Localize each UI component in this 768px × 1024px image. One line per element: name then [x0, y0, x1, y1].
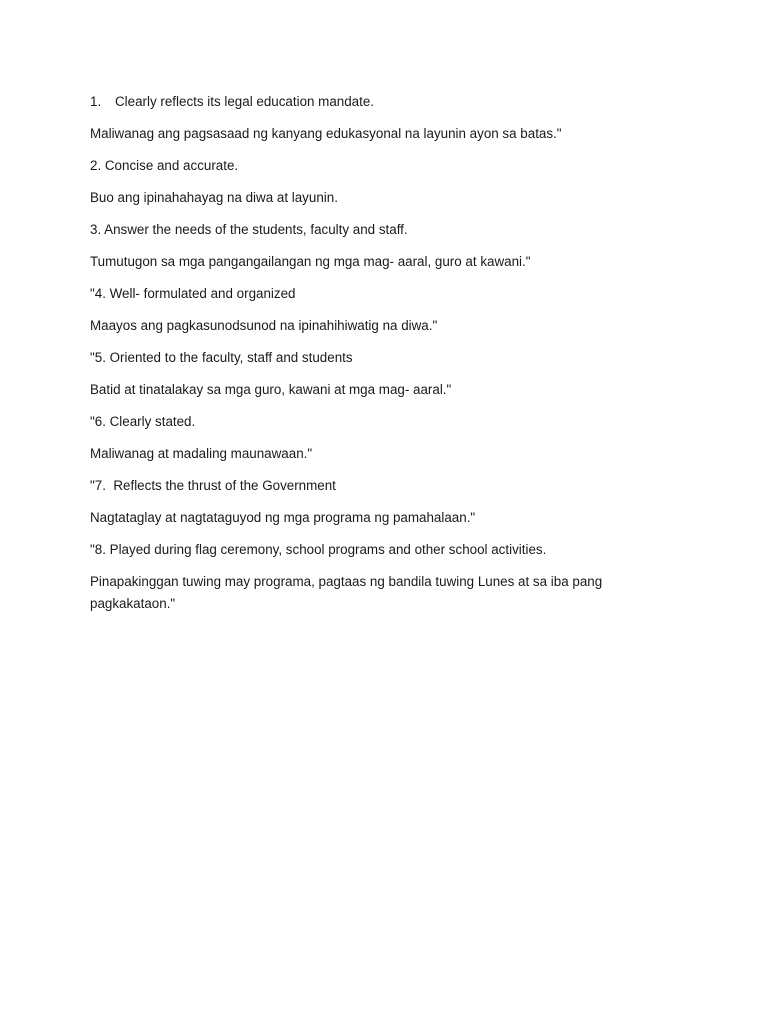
item-1-number: 1. — [90, 94, 102, 109]
item-5: "5. Oriented to the faculty, staff and students — [90, 350, 353, 365]
item-1-text: Clearly reflects its legal education mandate. — [115, 94, 375, 109]
paragraph-2-tagalog: Buo ang ipinahahayag na diwa at layunin. — [90, 190, 338, 205]
paragraph-1-tagalog: Maliwanag ang pagsasaad ng kanyang edukasyonal na layunin ayon sa batas." — [90, 126, 562, 141]
paragraph-3-tagalog: Tumutugon sa mga pangangailangan ng mga mag- aaral, guro at kawani." — [90, 254, 531, 269]
item-3: 3. Answer the needs of the students, faculty and staff. — [90, 222, 408, 237]
item-1 — [90, 91, 630, 113]
paragraph-5-tagalog: Batid at tinatalakay sa mga guro, kawani at mga mag- aaral." — [90, 382, 452, 397]
paragraph-7-tagalog: Nagtataglay at nagtataguyod ng mga programa ng pamahalaan." — [90, 510, 476, 525]
item-4: "4. Well- formulated and organized — [90, 286, 296, 301]
item-6: "6. Clearly stated. — [90, 414, 196, 429]
item-8: "8. Played during flag ceremony, school programs and other school activities. — [90, 542, 547, 557]
item-2: 2. Concise and accurate. — [90, 158, 239, 173]
paragraph-6-tagalog: Maliwanag at madaling maunawaan." — [90, 446, 313, 461]
document-body — [90, 91, 630, 625]
item-7: "7. Reflects the thrust of the Government — [90, 478, 336, 493]
paragraph-4-tagalog: Maayos ang pagkasunodsunod na ipinahihiwatig na diwa." — [90, 318, 438, 333]
paragraph-8-tagalog: Pinapakinggan tuwing may programa, pagtaas ng bandila tuwing Lunes at sa iba pang pagkakataon." — [90, 574, 606, 611]
